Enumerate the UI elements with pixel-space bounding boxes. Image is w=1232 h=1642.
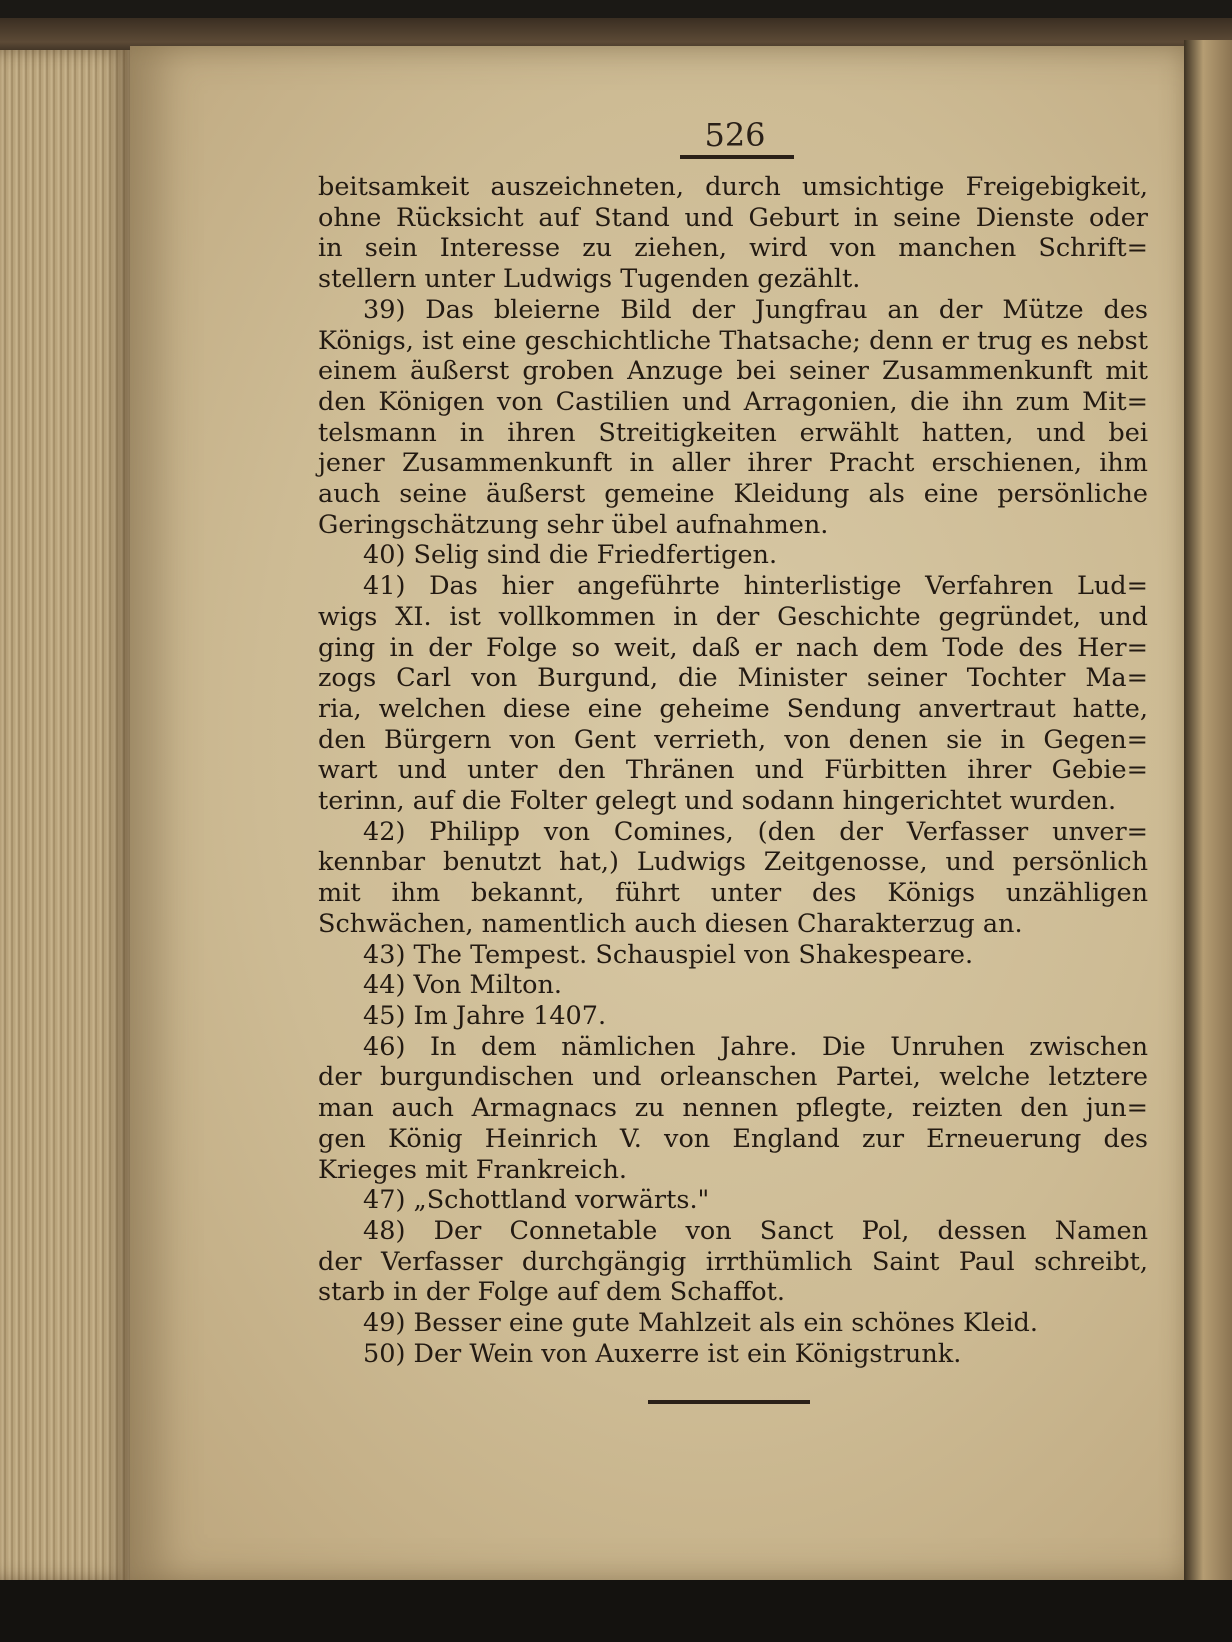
text-line: beitsamkeit auszeichneten, durch umsichtige Freigebigkeit, xyxy=(318,172,1148,202)
text-line: ria, welchen diese eine geheime Sendung anvertraut hatte, xyxy=(318,693,1148,724)
text-line: Königs, ist eine geschichtliche Thatsache; denn er trug es nebst xyxy=(318,325,1148,356)
page-number: 526 xyxy=(704,116,766,154)
text-line: 49) Besser eine gute Mahlzeit als ein schönes Kleid. xyxy=(363,1308,1038,1339)
text-line: 45) Im Jahre 1407. xyxy=(363,1000,607,1031)
text-line: 46) In dem nämlichen Jahre. Die Unruhen zwischen xyxy=(363,1031,1148,1062)
text-line: 41) Das hier angeführte hinterlistige Verfahren Lud= xyxy=(363,571,1148,602)
text-line: 39) Das bleierne Bild der Jungfrau an der Mütze des xyxy=(363,294,1148,325)
text-line: 47) „Schottland vorwärts." xyxy=(363,1185,710,1216)
text-line: ohne Rücksicht auf Stand und Geburt in seine Dienste oder xyxy=(318,202,1148,233)
facing-page-edge xyxy=(1184,40,1232,1585)
text-line: starb in der Folge auf dem Schaffot. xyxy=(318,1277,785,1308)
text-line: 42) Philipp von Comines, (den der Verfasser unver= xyxy=(363,816,1148,847)
text-line: jener Zusammenkunft in aller ihrer Pracht erschienen, ihm xyxy=(318,448,1148,479)
text-line: gen König Heinrich V. von England zur Erneuerung des xyxy=(318,1123,1148,1154)
text-line: 50) Der Wein von Auxerre ist ein Königstrunk. xyxy=(363,1338,962,1369)
text-line: Geringschätzung sehr übel aufnahmen. xyxy=(318,509,829,540)
text-line: wigs XI. ist vollkommen in der Geschichte gegründet, und xyxy=(318,601,1148,632)
page-number-rule xyxy=(680,155,794,159)
text-line: Schwächen, namentlich auch diesen Charakterzug an. xyxy=(318,908,1023,939)
text-line: wart und unter den Thränen und Fürbitten ihrer Gebie= xyxy=(318,755,1148,786)
text-line: der Verfasser durchgängig irrthümlich Saint Paul schreibt, xyxy=(318,1246,1148,1277)
text-line: kennbar benutzt hat,) Ludwigs Zeitgenosse, und persönlich xyxy=(318,847,1148,878)
text-line: auch seine äußerst gemeine Kleidung als eine persönliche xyxy=(318,479,1148,510)
text-line: der burgundischen und orleanschen Partei, welche letztere xyxy=(318,1062,1148,1093)
text-line: 40) Selig sind die Friedfertigen. xyxy=(363,540,778,571)
text-line: 43) The Tempest. Schauspiel von Shakespeare. xyxy=(363,939,974,970)
text-line: Krieges mit Frankreich. xyxy=(318,1154,627,1185)
text-line: einem äußerst groben Anzuge bei seiner Zusammenkunft mit xyxy=(318,356,1148,387)
text-line: zogs Carl von Burgund, die Minister seiner Tochter Ma= xyxy=(318,663,1148,694)
text-line: stellern unter Ludwigs Tugenden gezählt. xyxy=(318,264,861,295)
page-edges xyxy=(0,50,130,1580)
text-line: man auch Armagnacs zu nennen pflegte, reizten den jun= xyxy=(318,1093,1148,1124)
text-line: 44) Von Milton. xyxy=(363,970,563,1001)
text-line: ging in der Folge so weit, daß er nach dem Tode des Her= xyxy=(318,632,1148,663)
scan-background xyxy=(0,1580,1232,1642)
text-line: in sein Interesse zu ziehen, wird von manchen Schrift= xyxy=(318,233,1148,264)
text-line: telsmann in ihren Streitigkeiten erwählt hatten, und bei xyxy=(318,417,1148,448)
text-line: mit ihm bekannt, führt unter des Königs unzähligen xyxy=(318,878,1148,909)
text-line: 48) Der Connetable von Sanct Pol, dessen Namen xyxy=(363,1215,1148,1246)
text-line: terinn, auf die Folter gelegt und sodann hingerichtet wurden. xyxy=(318,786,1117,817)
text-line: den Königen von Castilien und Arragonien, die ihn zum Mit= xyxy=(318,386,1148,417)
page-text xyxy=(318,172,1148,1369)
end-rule xyxy=(648,1400,810,1404)
text-line: den Bürgern von Gent verrieth, von denen sie in Gegen= xyxy=(318,724,1148,755)
